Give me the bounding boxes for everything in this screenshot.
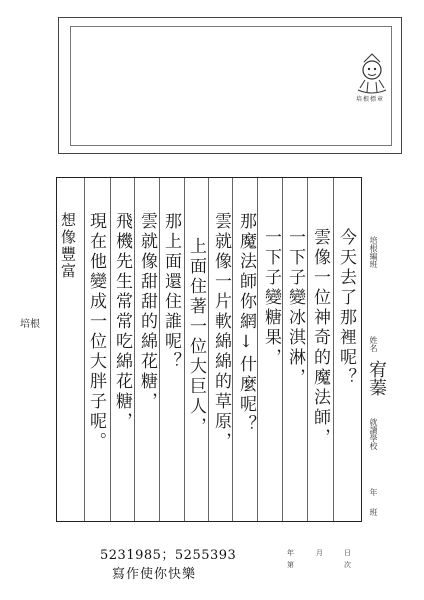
contact-phone: 5231985；5255393 xyxy=(100,548,237,563)
footer-slogan: 寫作使你快樂 xyxy=(112,567,197,582)
grade-label: 年 xyxy=(369,488,378,496)
essay-column-9: 雲就像甜甜的綿花糖， xyxy=(137,212,157,412)
logo-caption: 培根標章 xyxy=(356,96,385,103)
essay-column-5: 那魔法師你網↓什麼呢？ xyxy=(236,212,256,435)
day-label: 日 xyxy=(344,549,351,557)
name-label: 姓名 xyxy=(369,336,378,352)
count-label: 次 xyxy=(344,561,351,569)
essay-column-4: 一下子變糖果， xyxy=(261,228,281,368)
student-name: 宥蓁 xyxy=(366,360,387,396)
essay-column-1: 今天去了那裡呢？ xyxy=(336,228,356,388)
code-label: 培根編班 xyxy=(369,236,378,268)
essay-column-7: 上面住著一位大巨人， xyxy=(186,237,206,437)
essay-column-10: 飛機先生常常吃綿花糖， xyxy=(112,212,132,432)
first-label: 第 xyxy=(287,561,294,569)
grid-line xyxy=(282,178,283,521)
grid-line xyxy=(333,178,334,521)
teacher-comment: 想像豐富 xyxy=(59,212,77,280)
drawing-inner-frame xyxy=(70,26,392,146)
month-label: 月 xyxy=(316,549,323,557)
year-label: 年 xyxy=(287,549,294,557)
essay-column-2: 雲像一位神奇的魔法師， xyxy=(310,228,330,448)
essay-column-3: 一下子變冰淇淋， xyxy=(285,228,305,388)
essay-column-6: 雲就像一片軟綿綿的草原， xyxy=(211,212,231,452)
essay-column-8: 那上面還住誰呢？ xyxy=(161,212,181,372)
grid-line xyxy=(134,178,135,521)
left-margin-label: 培根 xyxy=(20,319,40,330)
grid-line xyxy=(208,178,209,521)
school-label: 就讀學校 xyxy=(369,418,378,450)
grid-line xyxy=(257,178,258,521)
grid-line xyxy=(307,178,308,521)
class-label: 班 xyxy=(369,508,378,516)
grid-line xyxy=(232,178,233,521)
essay-column-11: 現在他變成一位大胖子呢。 xyxy=(86,212,106,452)
